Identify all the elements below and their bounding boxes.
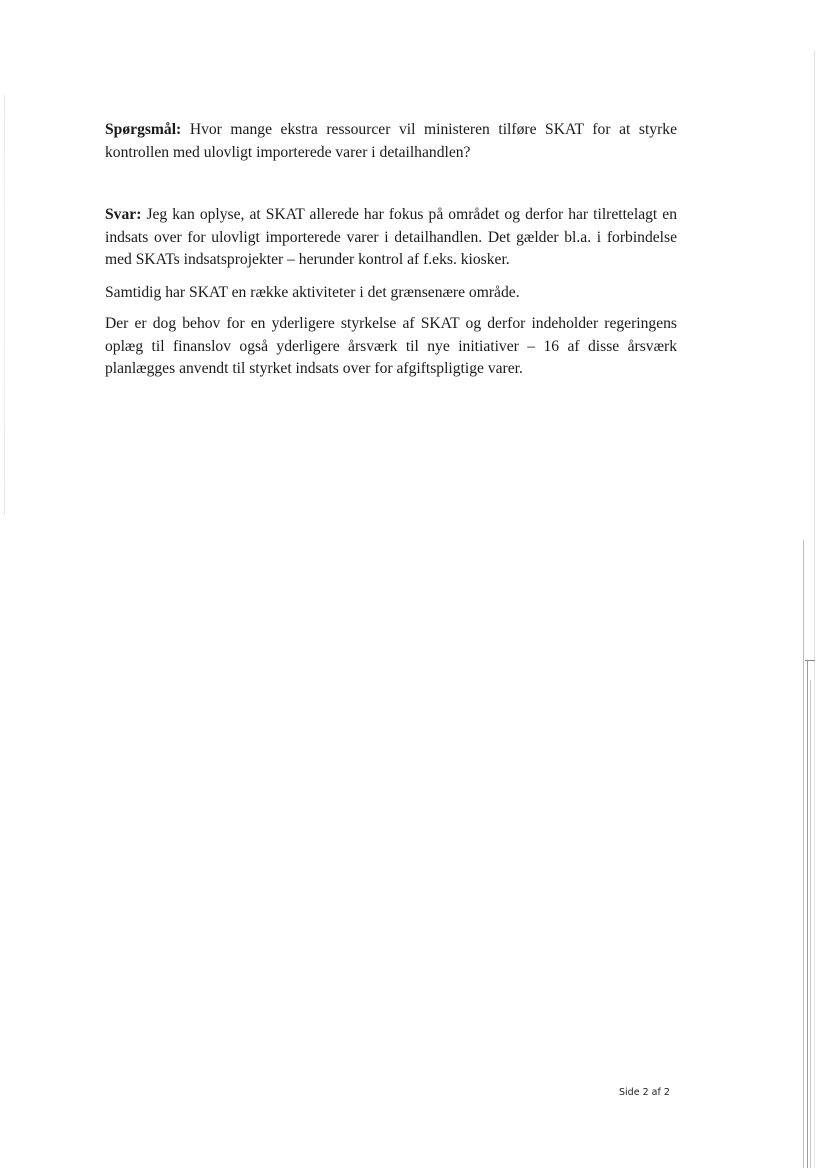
answer-text-3: Der er dog behov for en yderligere styrkelse af SKAT og derfor indeholder regeringens oplæg til finanslov også yderligere årsværk til nye initiativer – 16 af disse årsværk planlægges anvendt til styrket indsats over for afgiftspligtige varer. — [105, 315, 677, 377]
question-text: Hvor mange ekstra ressourcer vil ministeren tilføre SKAT for at styrke kontrollen med ulovligt importerede varer i detailhandlen? — [105, 121, 677, 161]
answer-paragraph-2 — [105, 282, 677, 305]
scan-artifact-right — [801, 20, 819, 1168]
answer-paragraph-1 — [105, 204, 677, 272]
answer-text-2: Samtidig har SKAT en række aktiviteter i det grænsenære område. — [105, 284, 520, 301]
question-paragraph — [105, 119, 677, 164]
answer-paragraph-3 — [105, 313, 677, 381]
scan-artifact-left — [4, 95, 5, 515]
answer-text-1: Jeg kan oplyse, at SKAT allerede har fokus på området og derfor har tilrettelagt en indsats over for ulovligt importerede varer i detailhandlen. Det gælder bl.a. i forbindelse med SKATs indsatsprojekter – herunder kontrol af f.eks. kiosker. — [105, 206, 677, 268]
answer-label: Svar: — [105, 206, 142, 223]
question-label: Spørgsmål: — [105, 121, 182, 138]
page-number: Side 2 af 2 — [619, 1087, 670, 1098]
